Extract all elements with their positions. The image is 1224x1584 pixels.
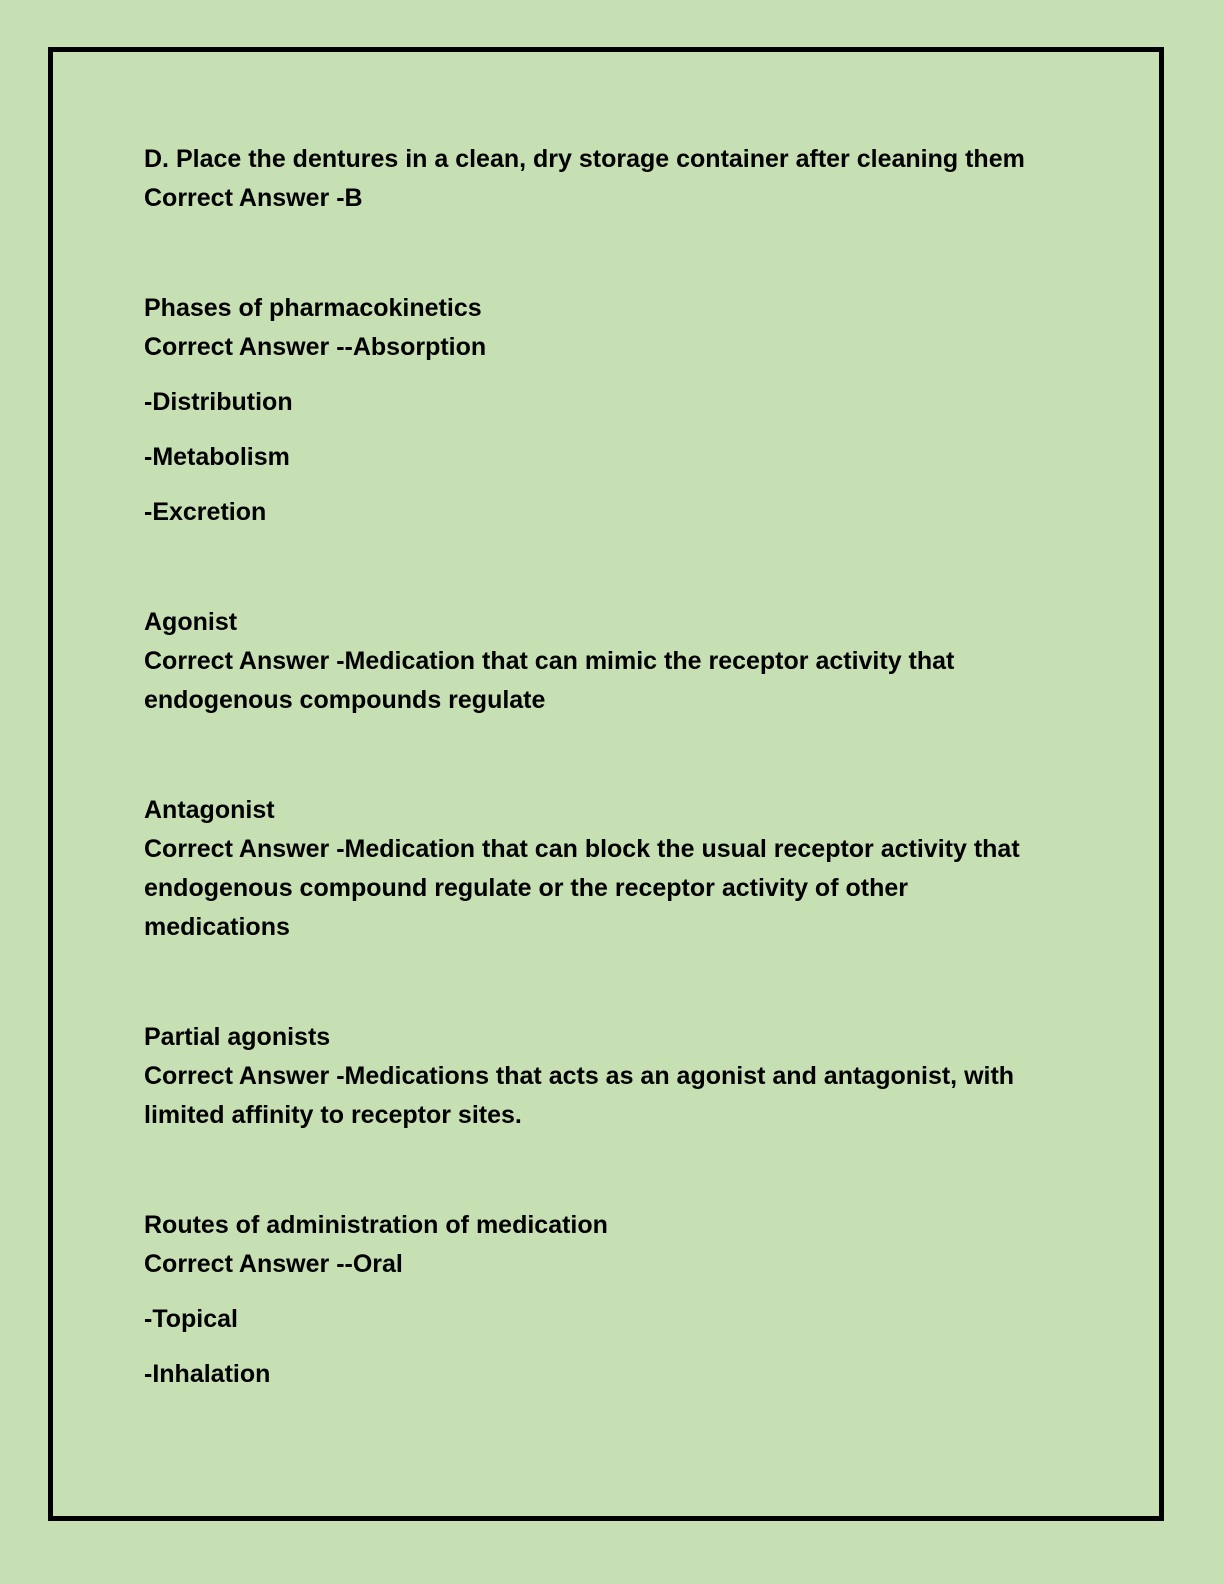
correct-answer: Correct Answer -B bbox=[144, 184, 363, 212]
correct-answer: Correct Answer --Oral bbox=[144, 1250, 403, 1278]
answer-item: -Topical bbox=[144, 1305, 238, 1333]
answer-continuation: limited affinity to receptor sites. bbox=[144, 1101, 522, 1129]
question-text: Routes of administration of medication bbox=[144, 1211, 608, 1239]
correct-answer: Correct Answer -Medication that can mimic the receptor activity that bbox=[144, 647, 955, 675]
intro-block bbox=[144, 140, 1084, 218]
answer-item: -Metabolism bbox=[144, 443, 290, 471]
answer-continuation: endogenous compound regulate or the receptor activity of other bbox=[144, 874, 908, 902]
answer-continuation: endogenous compounds regulate bbox=[144, 686, 546, 714]
correct-answer: Correct Answer --Absorption bbox=[144, 333, 487, 361]
flashcard-pharmacokinetics bbox=[144, 289, 1084, 532]
question-text: Antagonist bbox=[144, 796, 275, 824]
flashcard-agonist bbox=[144, 603, 1084, 720]
question-text: Partial agonists bbox=[144, 1023, 331, 1051]
question-text: Agonist bbox=[144, 608, 238, 636]
flashcard-partial-agonists bbox=[144, 1018, 1084, 1135]
answer-item: -Distribution bbox=[144, 388, 293, 416]
answer-item: -Excretion bbox=[144, 498, 267, 526]
option-d-text: D. Place the dentures in a clean, dry storage container after cleaning them bbox=[144, 145, 1025, 173]
answer-item: -Inhalation bbox=[144, 1360, 271, 1388]
flashcard-routes-of-administration bbox=[144, 1206, 1084, 1394]
answer-continuation: medications bbox=[144, 913, 290, 941]
question-text: Phases of pharmacokinetics bbox=[144, 294, 482, 322]
correct-answer: Correct Answer -Medication that can block the usual receptor activity that bbox=[144, 835, 1020, 863]
document-content bbox=[144, 140, 1084, 1394]
correct-answer: Correct Answer -Medications that acts as an agonist and antagonist, with bbox=[144, 1062, 1015, 1090]
flashcard-antagonist bbox=[144, 791, 1084, 947]
